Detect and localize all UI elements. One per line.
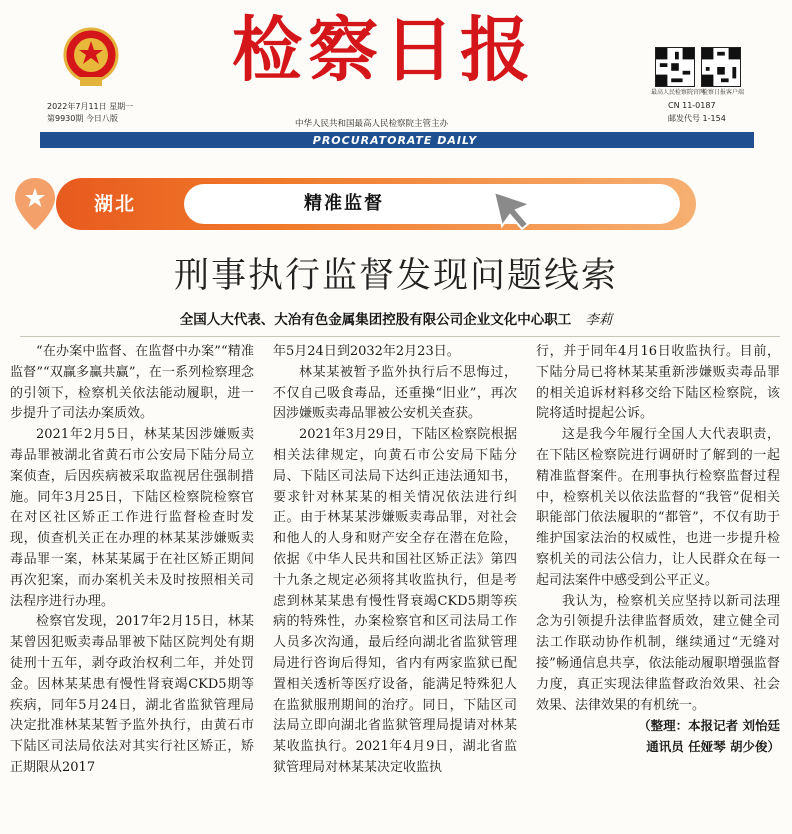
paragraph: 2021年3月29日，下陆区检察院根据相关法律规定，向黄石市公安局下陆分局、下陆区司法局下达纠正违法通知书，要求针对林某某的相关情况依法进行纠正。由于林某某涉嫌贩卖毒品罪，对社会和他人的人身和财产安全存在潜在危险，依据《中华人民共和国社区矫正法》第四十九条之规定必须将其收监执行，但是考虑到林某某患有慢性肾衰竭CKD5期等疾病的特殊性，办案检察官和区司法局工作人员多次沟通，最后经向湖北省监狱管理局进行咨询后得知，省内有两家监狱已配置相关透析等医疗设备，能满足特殊犯人在监狱服刑期间的治疗。同日，下陆区司法局立即向湖北省监狱管理局提请对林某某收监执行。2021年4月9日，湖北省监狱管理局对林某某决定收监执 [273, 427, 517, 775]
article-column [273, 342, 517, 834]
paragraph: 2021年2月5日，林某某因涉嫌贩卖毒品罪被湖北省黄石市公安局下陆分局立案侦查，后因疾病被采取监视居住强制措施。同年3月25日，下陆区检察院检察官在对区社区矫正工作进行监督检查时发现，侦查机关正在办理的林某某涉嫌贩卖毒品罪一案，林某某属于在社区矫正期间再次犯案，而办案机关未及时按照相关司法程序进行办理。 [10, 427, 254, 609]
procuratorate-emblem-icon [62, 27, 120, 89]
location-pin-icon [13, 176, 57, 232]
issue-number: 第9930期 今日八版 [47, 114, 118, 123]
column-label: 精准监督 [304, 193, 384, 214]
sponsor-line: 中华人民共和国最高人民检察院主管主办 [295, 119, 449, 129]
qr-caption: 检察日报客户端 [702, 89, 745, 96]
paragraph: 这是我今年履行全国人大代表职责，在下陆区检察院进行调研时了解到的一起精准监督案件。在刑事执行检察监督过程中，检察机关以依法监督的“我管”促相关职能部门依法履职的“都管”，不仅有助于维护国家法治的权威性，也进一步提升检察机关的司法公信力，让人民群众在每一起司法案件中感受到公平正义。 [536, 427, 780, 588]
issue-date: 2022年7月11日 星期一 [47, 102, 134, 111]
masthead-title: 检察日报 [232, 8, 536, 91]
credit-line: 通讯员 任娅琴 胡少俊） [646, 739, 780, 755]
cn-number: CN 11-0187 [668, 101, 716, 110]
masthead-subtitle: PROCURATORATE DAILY [312, 134, 478, 147]
region-label: 湖北 [93, 193, 136, 215]
cursor-arrow-icon [486, 188, 534, 232]
paragraph: 我认为，检察机关应坚持以新司法理念为引领提升法律监督质效，建立健全司法工作联动协作机制，继续通过“无缝对接”畅通信息共享，依法能动履职增强监督力度，真正实现法律监督政治效果、社会效果、法律效果的有机统一。 [536, 593, 780, 713]
divider [20, 336, 780, 337]
paragraph: 行，并于同年4月16日收监执行。目前，下陆分局已将林某某重新涉嫌贩卖毒品罪的相关追诉材料移交给下陆区检察院，该院将适时提起公诉。 [536, 344, 780, 422]
credit-line: （整理：本报记者 刘怡廷 [638, 718, 780, 734]
paragraph: 林某某被暂予监外执行后不思悔过，不仅自己吸食毒品，还重操“旧业”，再次因涉嫌贩卖毒品罪被公安机关查获。 [273, 364, 517, 422]
postal-code: 邮发代号 1-154 [668, 114, 726, 123]
paragraph: 年5月24日到2032年2月23日。 [273, 344, 460, 359]
qr-caption: 最高人民检察院官网 [651, 89, 706, 96]
article-headline: 刑事执行监督发现问题线索 [173, 256, 618, 296]
paragraph: 检察官发现，2017年2月15日，林某某曾因犯贩卖毒品罪被下陆区院判处有期徒刑十五年，剥夺政治权利二年，并处罚金。因林某某患有慢性肾衰竭CKD5期等疾病，同年5月24日，湖北省监狱管理局决定批准林某某暂予监外执行，由黄石市下陆区司法局依法对其实行社区矫正，矫正期限从2017 [10, 614, 254, 775]
paragraph: “在办案中监督、在监督中办案”“精准监督”“双赢多赢共赢”，在一系列检察理念的引领下，检察机关依法能动履职，进一步提升了司法办案质效。 [10, 344, 254, 422]
qr-code-icon [701, 47, 741, 87]
article-column [10, 342, 254, 834]
byline-name: 李莉 [585, 312, 613, 328]
byline-title: 全国人大代表、大冶有色金属集团控股有限公司企业文化中心职工 [179, 312, 572, 328]
article-byline [0, 308, 792, 328]
qr-code-icon [655, 47, 695, 87]
article-column [536, 342, 780, 834]
